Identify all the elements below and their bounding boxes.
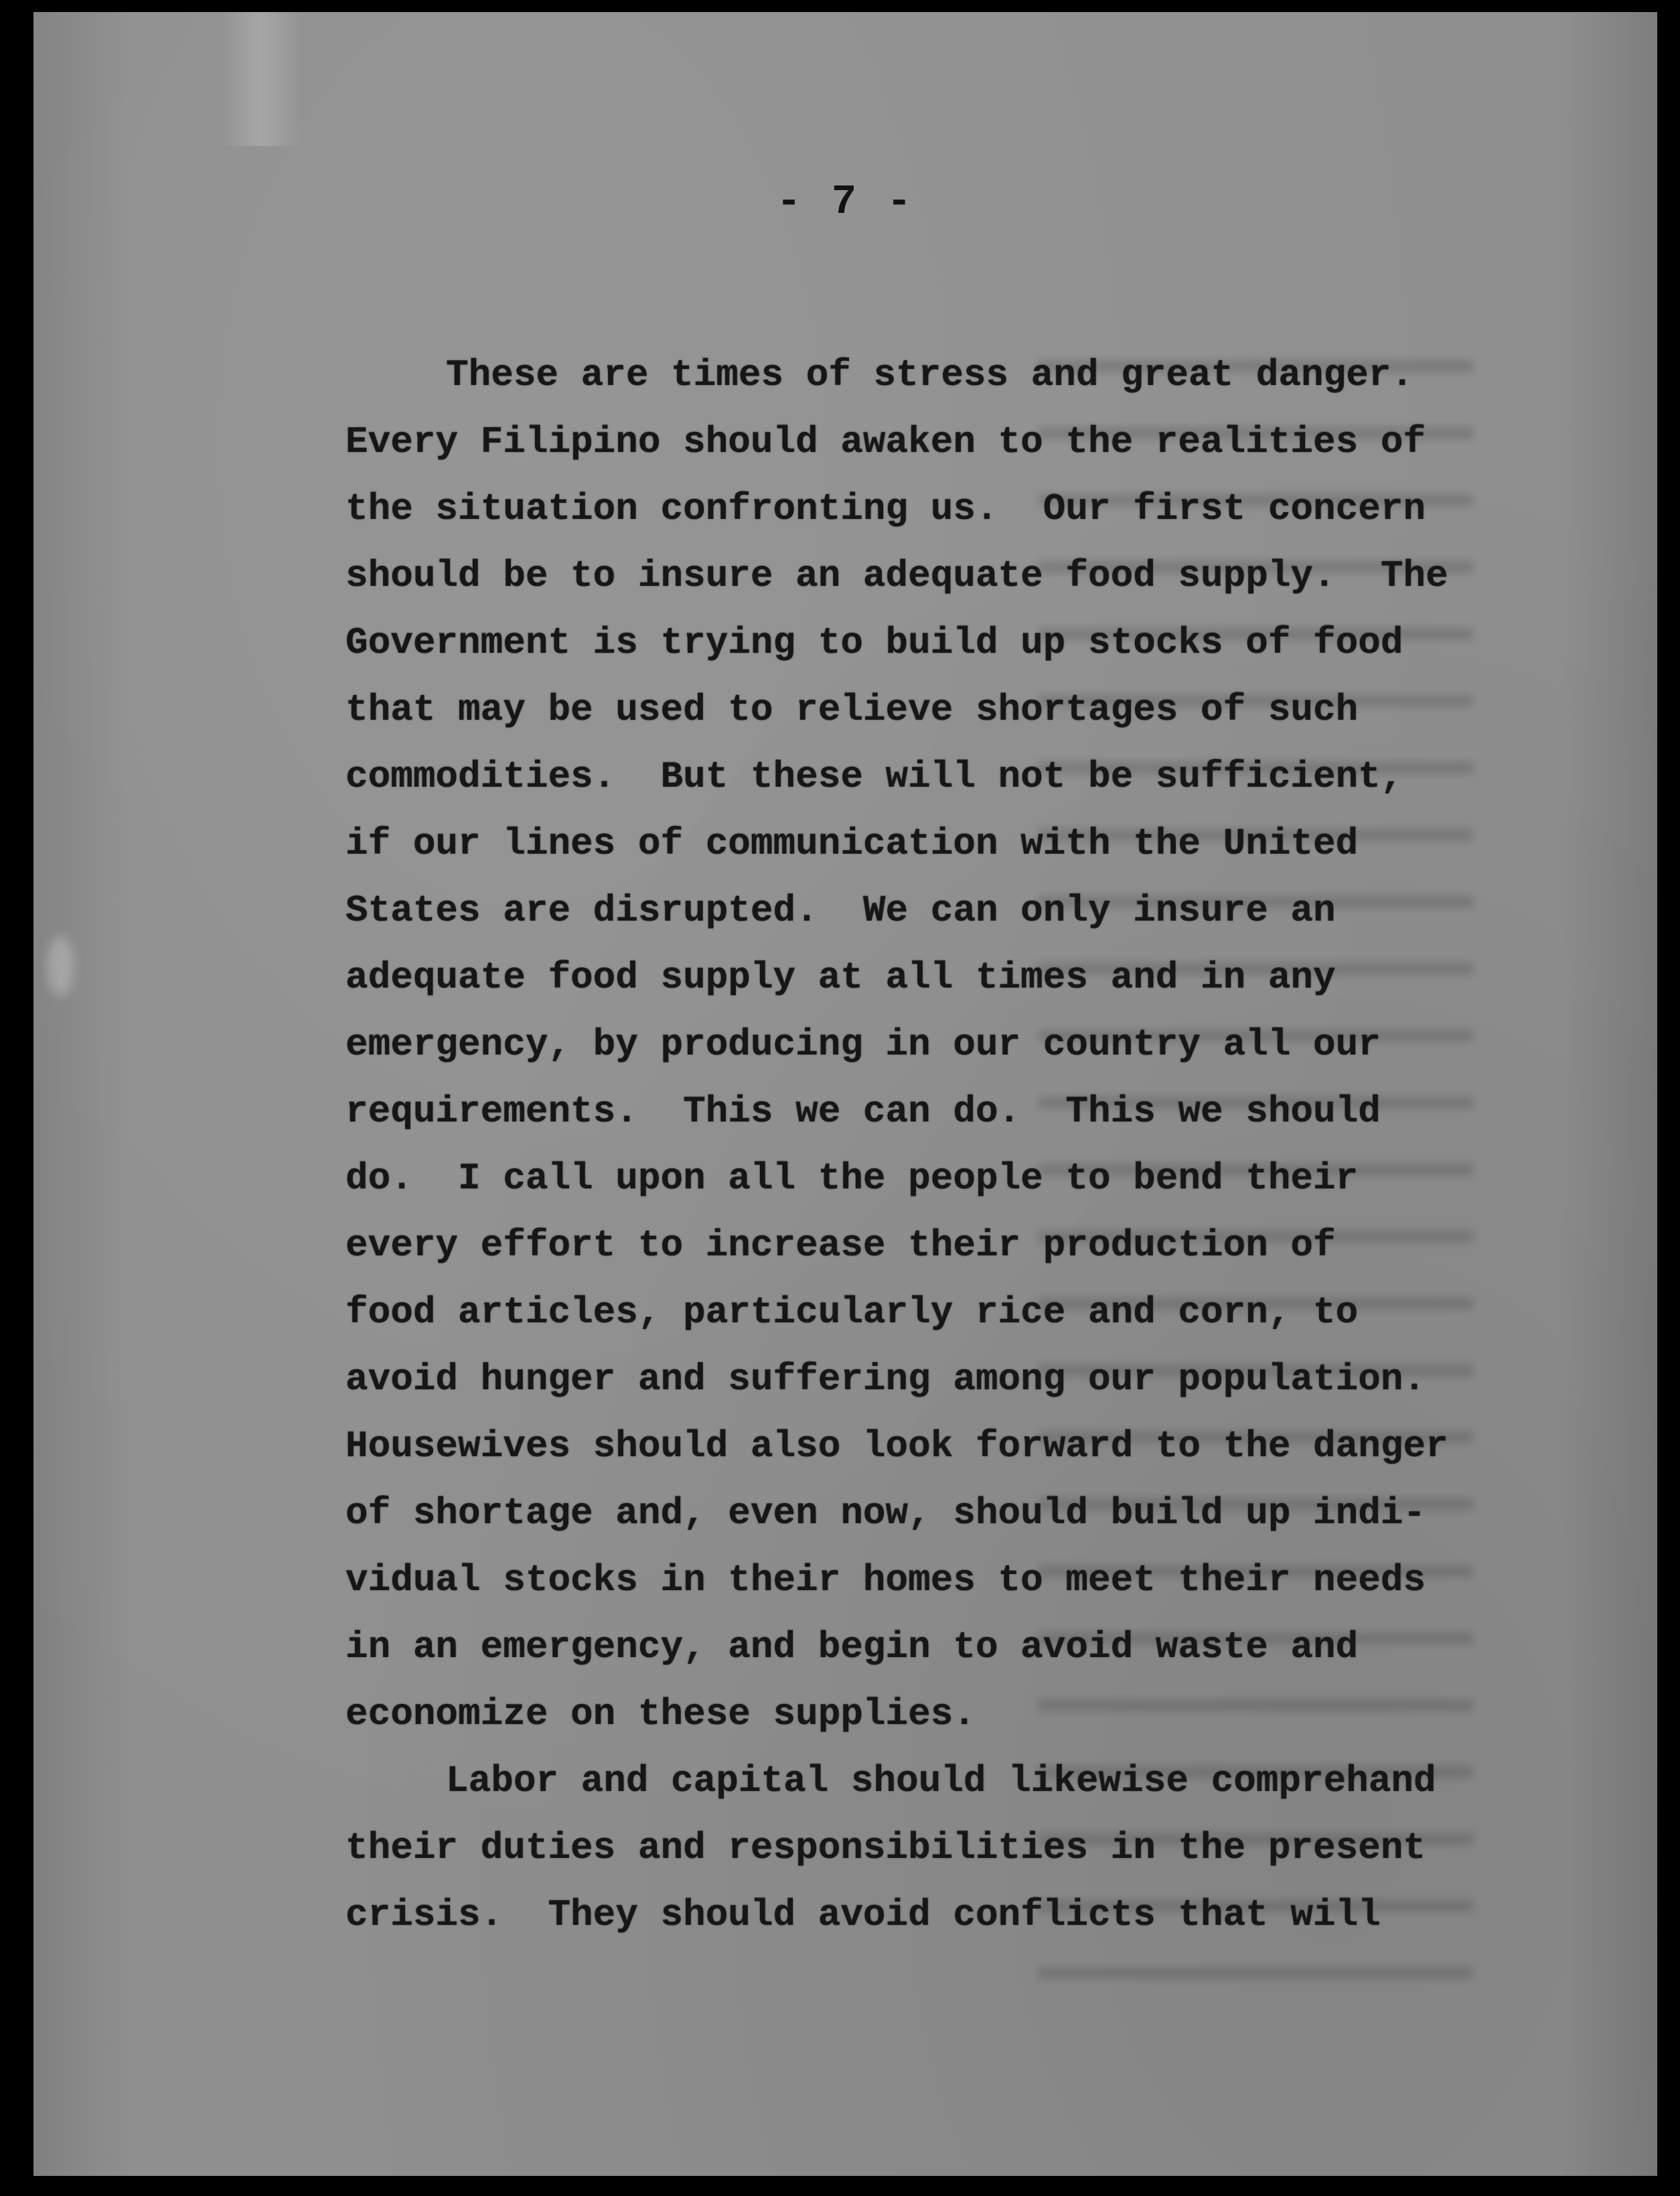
text-line: avoid hunger and suffering among our population. — [346, 1358, 1426, 1401]
text-line: Government is trying to build up stocks of food — [346, 621, 1403, 664]
scan-streak — [221, 12, 301, 146]
text-line: Housewives should also look forward to the danger — [346, 1425, 1448, 1468]
text-line: of shortage and, even now, should build up indi- — [346, 1492, 1426, 1535]
page-number: - 7 - — [776, 178, 915, 226]
text-line: that may be used to relieve shortages of such — [346, 688, 1359, 731]
text-line: vidual stocks in their homes to meet their needs — [346, 1559, 1426, 1601]
text-line: the situation confronting us. Our first concern — [346, 487, 1426, 530]
text-line: emergency, by producing in our country all our — [346, 1023, 1381, 1066]
scan-smudge — [47, 936, 74, 996]
text-line: requirements. This we can do. This we should — [346, 1090, 1381, 1133]
text-line: crisis. They should avoid conflicts that will — [346, 1893, 1381, 1936]
text-line: States are disrupted. We can only insure an — [346, 889, 1336, 932]
text-line: do. I call upon all the people to bend their — [346, 1157, 1359, 1200]
body-text — [346, 341, 1448, 1948]
document-page — [33, 12, 1657, 2176]
text-line: if our lines of communication with the United — [346, 822, 1359, 865]
text-line: economize on these supplies. — [346, 1693, 976, 1735]
text-line: should be to insure an adequate food supply. The — [346, 554, 1448, 597]
text-line: adequate food supply at all times and in any — [346, 956, 1336, 999]
text-line: Labor and capital should likewise comprehand — [446, 1759, 1436, 1802]
text-line: Every Filipino should awaken to the realities of — [346, 420, 1426, 463]
text-line: These are times of stress and great danger. — [446, 354, 1414, 396]
text-line: commodities. But these will not be sufficient, — [346, 755, 1403, 798]
text-line: food articles, particularly rice and corn, to — [346, 1291, 1359, 1334]
text-line: in an emergency, and begin to avoid waste and — [346, 1626, 1359, 1668]
text-line: their duties and responsibilities in the present — [346, 1826, 1426, 1869]
text-line: every effort to increase their production of — [346, 1224, 1336, 1267]
